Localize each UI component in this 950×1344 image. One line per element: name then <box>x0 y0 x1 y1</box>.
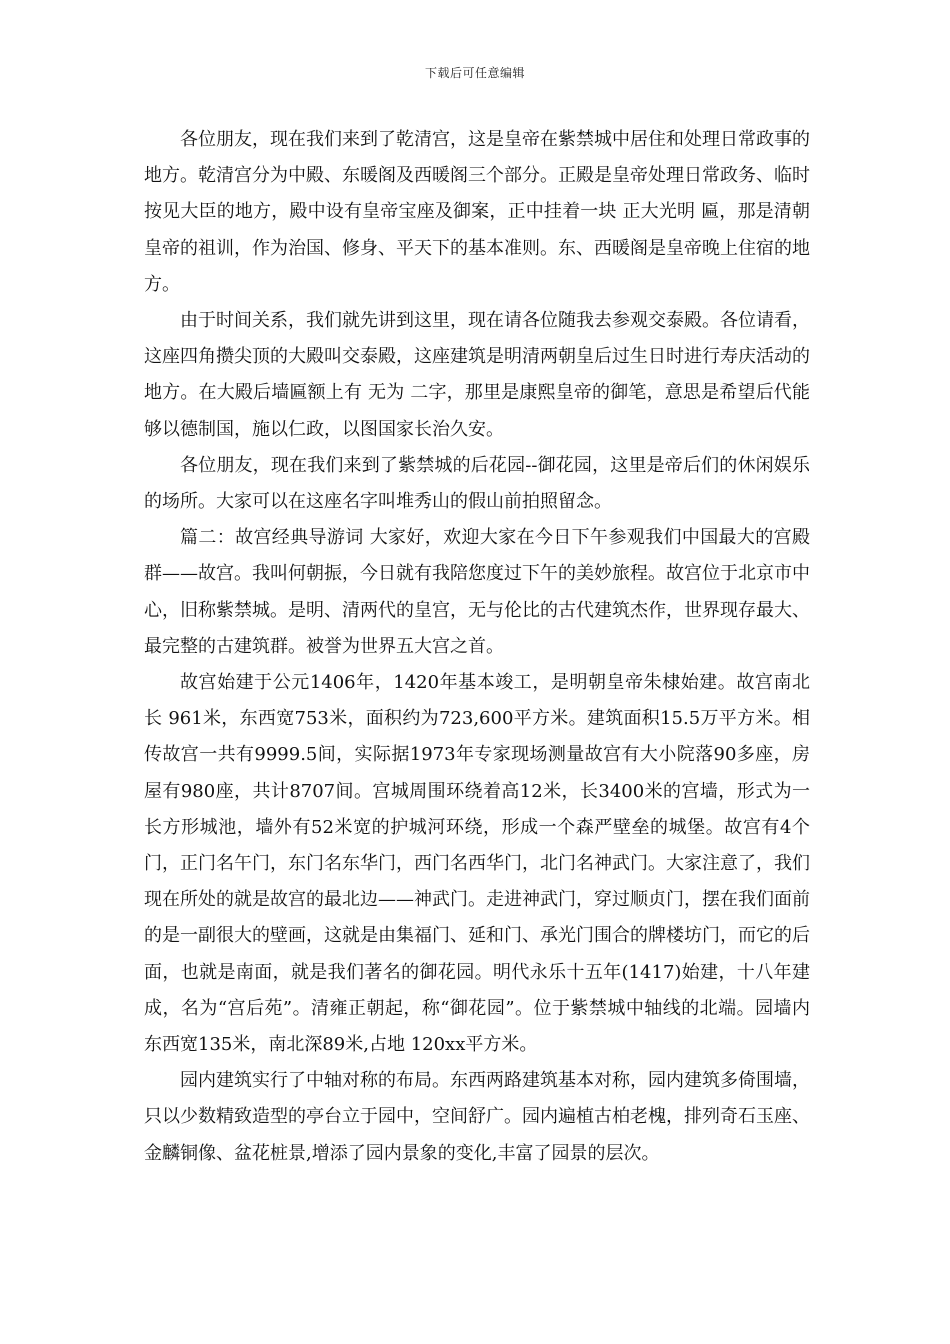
paragraph: 篇二：故宫经典导游词 大家好，欢迎大家在今日下午参观我们中国最大的宫殿群——故宫。我叫何朝振，今日就有我陪您度过下午的美妙旅程。故宫位于北京市中心，旧称紫禁城。是明、清两代的皇宫，无与伦比的古代建筑杰作，世界现存最大、最完整的古建筑群。被誉为世界五大宫之首。 <box>144 527 810 657</box>
page-header: 下载后可任意编辑 <box>424 66 525 80</box>
document-body <box>144 122 810 1172</box>
paragraph: 故宫始建于公元1406年，1420年基本竣工，是明朝皇帝朱棣始建。故宫南北长 961米，东西宽753米，面积约为723,600平方米。建筑面积15.5万平方米。相传故宫一共有9999.5间，实际据1973年专家现场测量故宫有大小院落90多座，房屋有980座，共计8707间。宫城周围环绕着高12米，长3400米的宫墙，形式为一长方形城池，墙外有52米宽的护城河环绕，形成一个森严壁垒的城堡。故宫有4个门，正门名午门，东门名东华门，西门名西华门，北门名神武门。大家注意了，我们现在所处的就是故宫的最北边——神武门。走进神武门，穿过顺贞门，摆在我们面前的是一副很大的壁画，这就是由集福门、延和门、承光门围合的牌楼坊门，而它的后面，也就是南面，就是我们著名的御花园。明代永乐十五年(1417)始建，十八年建成，名为“宫后苑”。清雍正朝起，称“御花园”。位于紫禁城中轴线的北端。园墙内东西宽135米，南北深89米,占地 120xx平方米。 <box>144 672 810 1056</box>
paragraph: 各位朋友，现在我们来到了乾清宫，这是皇帝在紫禁城中居住和处理日常政事的地方。乾清宫分为中殿、东暖阁及西暖阁三个部分。正殿是皇帝处理日常政务、临时按见大臣的地方，殿中设有皇帝宝座及御案，正中挂着一块 正大光明 匾，那是清朝皇帝的祖训，作为治国、修身、平天下的基本准则。东、西暖阁是皇帝晚上住宿的地方。 <box>144 129 810 295</box>
paragraph: 由于时间关系，我们就先讲到这里，现在请各位随我去参观交泰殿。各位请看，这座四角攒尖顶的大殿叫交泰殿，这座建筑是明清两朝皇后过生日时进行寿庆活动的地方。在大殿后墙匾额上有 无为 二字，那里是康熙皇帝的御笔，意思是希望后代能够以德制国，施以仁政，以图国家长治久安。 <box>144 310 810 440</box>
paragraph: 园内建筑实行了中轴对称的布局。东西两路建筑基本对称，园内建筑多倚围墙，只以少数精致造型的亭台立于园中，空间舒广。园内遍植古柏老槐，排列奇石玉座、金麟铜像、盆花桩景,增添了园内景象的变化,丰富了园景的层次。 <box>144 1070 810 1164</box>
paragraph: 各位朋友，现在我们来到了紫禁城的后花园--御花园，这里是帝后们的休闲娱乐的场所。大家可以在这座名字叫堆秀山的假山前拍照留念。 <box>144 454 810 513</box>
